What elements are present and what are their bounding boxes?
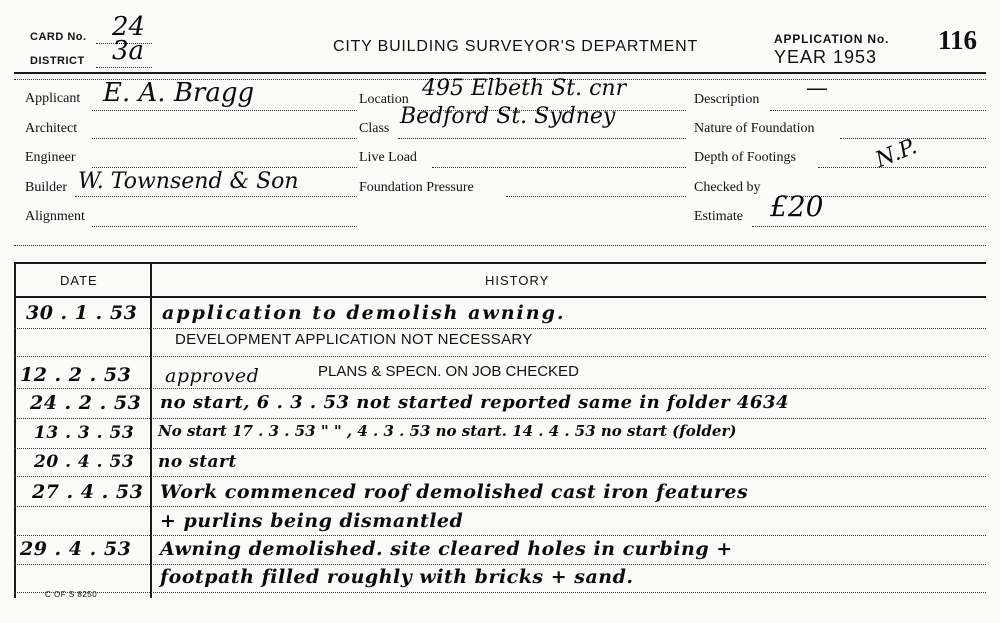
history-date: 20 . 4 . 53 xyxy=(34,452,135,472)
description-value: — xyxy=(806,76,828,101)
history-entry: application to demolish awning. xyxy=(162,302,566,324)
history-entry: footpath filled roughly with bricks + sand. xyxy=(160,566,634,588)
year-label: YEAR 1953 xyxy=(774,47,878,67)
history-column-header: HISTORY xyxy=(485,273,550,288)
foundation-pressure-label: Foundation Pressure xyxy=(359,180,474,195)
district-label: DISTRICT xyxy=(30,55,85,67)
applicant-value: E. A. Bragg xyxy=(103,78,255,108)
history-date: 13 . 3 . 53 xyxy=(34,423,135,443)
history-entry-typed: DEVELOPMENT APPLICATION NOT NECESSARY xyxy=(175,331,533,348)
history-entry: Work commenced roof demolished cast iron features xyxy=(160,481,749,503)
depth-of-footings-label: Depth of Footings xyxy=(694,150,796,165)
history-entry-typed: PLANS & SPECN. ON JOB CHECKED xyxy=(318,363,579,380)
card-no-value: 24 xyxy=(112,12,146,42)
history-entry: no start xyxy=(158,452,237,472)
live-load-label: Live Load xyxy=(359,150,417,165)
history-date: 29 . 4 . 53 xyxy=(20,538,132,560)
card-no-label: CARD No. xyxy=(30,31,87,43)
history-date: 27 . 4 . 53 xyxy=(32,481,144,503)
department-title: CITY BUILDING SURVEYOR'S DEPARTMENT xyxy=(333,38,699,55)
form-code: C OF S 8250 xyxy=(45,590,98,599)
class-label: Class xyxy=(359,121,390,136)
nature-of-foundation-label: Nature of Foundation xyxy=(694,121,815,136)
application-no-label: APPLICATION No. xyxy=(774,32,890,46)
history-date: 24 . 2 . 53 xyxy=(30,392,142,414)
builder-value: W. Townsend & Son xyxy=(78,169,299,194)
class-value: Bedford St. Sydney xyxy=(400,104,616,129)
estimate-value: £20 xyxy=(770,190,824,223)
engineer-label: Engineer xyxy=(25,150,76,165)
architect-label: Architect xyxy=(25,121,78,136)
date-column-header: DATE xyxy=(60,273,98,288)
location-value: 495 Elbeth St. cnr xyxy=(422,76,627,101)
history-date: 12 . 2 . 53 xyxy=(20,364,132,386)
application-no-value: 116 xyxy=(938,25,978,55)
alignment-label: Alignment xyxy=(25,209,85,224)
location-label: Location xyxy=(359,92,409,107)
checked-by-value: N.P. xyxy=(872,134,921,174)
estimate-label: Estimate xyxy=(694,209,743,224)
history-entry: Awning demolished. site cleared holes in curbing + xyxy=(160,538,733,560)
history-entry: no start, 6 . 3 . 53 not started reported same in folder 4634 xyxy=(160,392,790,413)
builder-label: Builder xyxy=(25,180,67,195)
history-entry: No start 17 . 3 . 53 " " , 4 . 3 . 53 no start. 14 . 4 . 53 no start (folder) xyxy=(158,422,737,440)
district-value: 3a xyxy=(112,36,145,66)
checked-by-label: Checked by xyxy=(694,180,761,195)
history-entry: + purlins being dismantled xyxy=(160,510,464,532)
applicant-label: Applicant xyxy=(25,91,81,106)
history-date: 30 . 1 . 53 xyxy=(26,302,138,324)
description-label: Description xyxy=(694,92,760,107)
history-entry: approved xyxy=(165,365,260,387)
